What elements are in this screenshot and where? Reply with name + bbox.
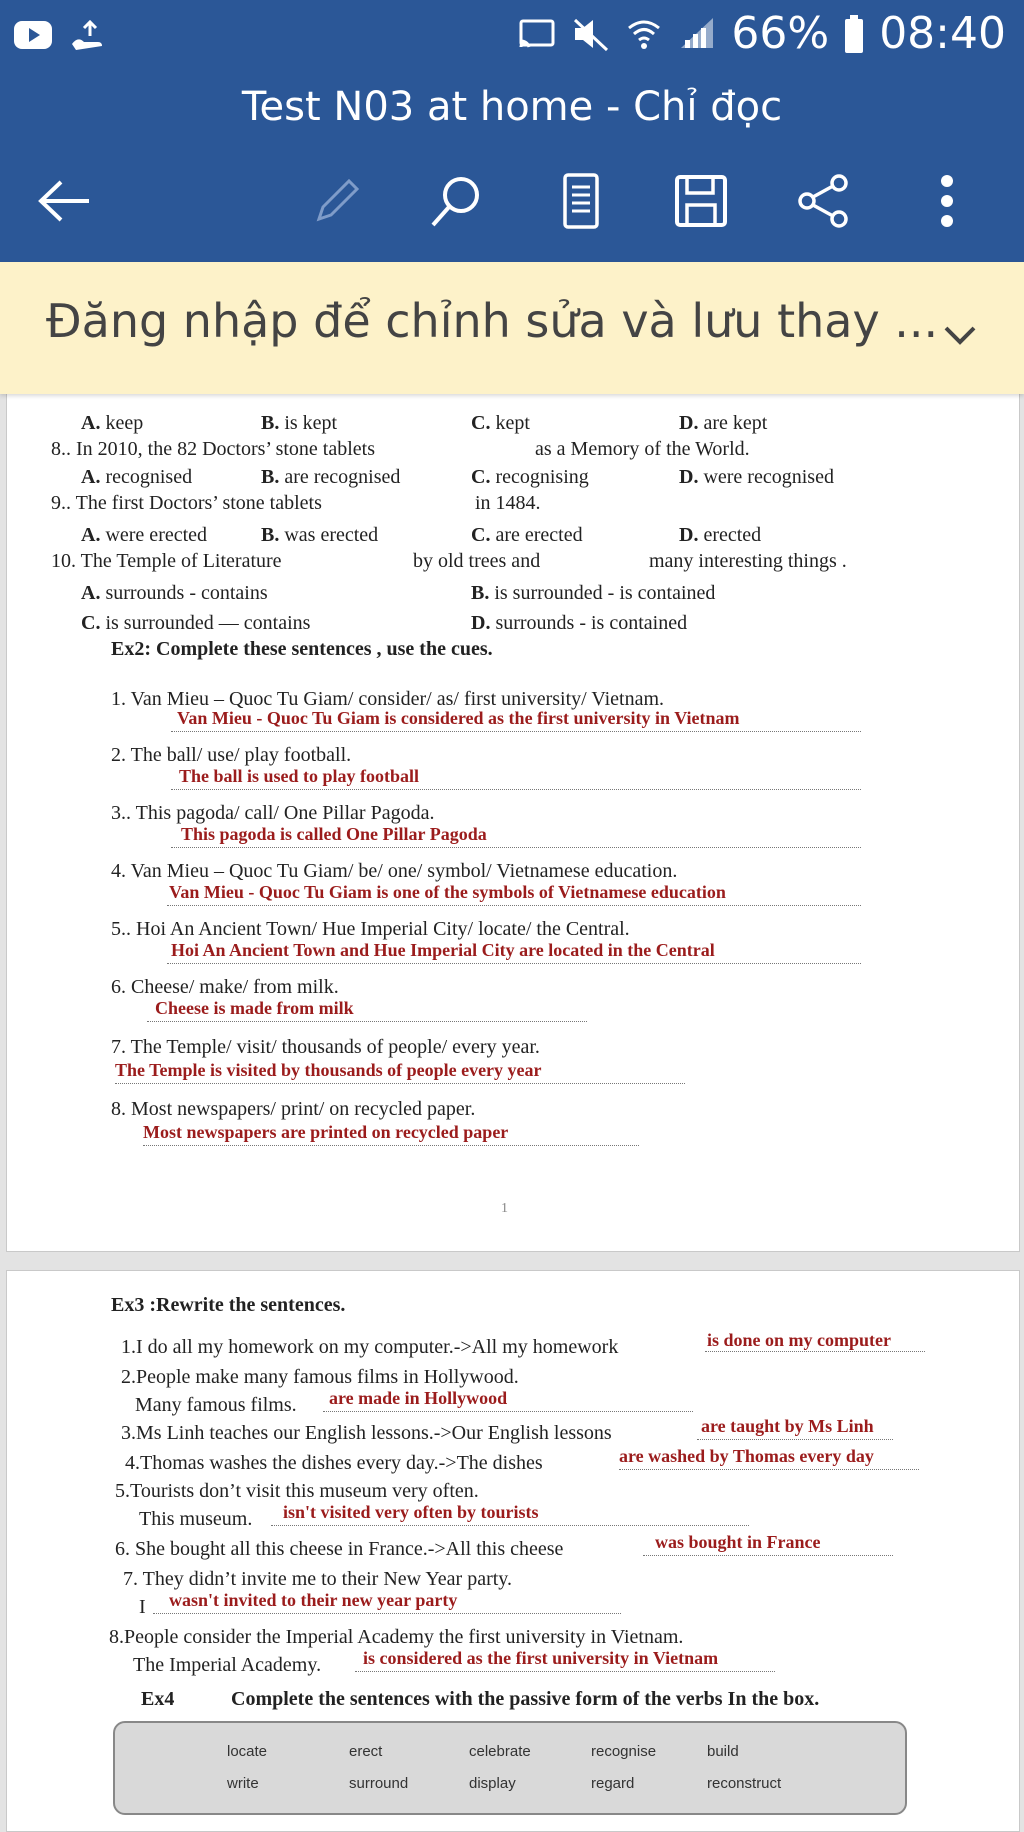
sign-in-banner[interactable] (0, 262, 1024, 394)
ex3-sentence-1: 1.I do all my homework on my computer.->All my homework (121, 1336, 619, 1358)
ex3-answer-2[interactable]: are made in Hollywood (329, 1388, 508, 1408)
ex3-sentence-4: 4.Thomas washes the dishes every day.->The dishes (125, 1452, 543, 1474)
q9-option-c[interactable]: C. are erected (471, 524, 583, 546)
ex2-cue-5: 5.. Hoi An Ancient Town/ Hue Imperial City/ locate/ the Central. (111, 918, 630, 940)
save-button[interactable] (668, 168, 734, 234)
banner-message: Đăng nhập để chỉnh sửa và lưu thay ... (46, 294, 939, 348)
verb-item: recognise (591, 1743, 657, 1760)
verb-item: surround (349, 1775, 409, 1792)
q10-option-a[interactable]: A. surrounds - contains (81, 582, 268, 604)
ex3-answer-5[interactable]: isn't visited very often by tourists (283, 1502, 539, 1522)
ex2-cue-1: 1. Van Mieu – Quoc Tu Giam/ consider/ as/ first university/ Vietnam. (111, 688, 665, 710)
more-options-button[interactable] (914, 168, 980, 234)
toolbar (0, 140, 1024, 262)
battery-percent: 66% (731, 8, 830, 59)
q7-option-a[interactable]: A. keep (81, 412, 144, 434)
verb-item: reconstruct (707, 1775, 782, 1792)
ex3-lead-5: This museum. (139, 1508, 253, 1530)
ex3-answer-8[interactable]: is considered as the first university in Vietnam (363, 1648, 719, 1668)
verb-item: display (469, 1775, 516, 1792)
answer-line (171, 731, 861, 732)
ex2-answer-2[interactable]: The ball is used to play football (179, 766, 420, 786)
answer-line (323, 1411, 693, 1412)
ex3-sentence-3: 3.Ms Linh teaches our English lessons.->Our English lessons (121, 1422, 612, 1444)
document-title: Test N03 at home - Chỉ đọc (0, 74, 1024, 140)
ex3-sentence-5: 5.Tourists don’t visit this museum very often. (115, 1480, 479, 1502)
ex4-label: Ex4 (141, 1688, 175, 1710)
verb-item: regard (591, 1775, 635, 1792)
q9-option-b[interactable]: B. was erected (261, 524, 379, 546)
ex3-sentence-6: 6. She bought all this cheese in France.->All this cheese (115, 1538, 564, 1560)
q10-option-c[interactable]: C. is surrounded — contains (81, 612, 311, 634)
mute-icon (571, 16, 611, 52)
ex3-sentence-2: 2.People make many famous films in Hollywood. (121, 1366, 519, 1388)
ex3-sentence-8: 8.People consider the Imperial Academy the first university in Vietnam. (109, 1626, 684, 1648)
back-button[interactable] (32, 168, 98, 234)
ex3-answer-3[interactable]: are taught by Ms Linh (701, 1416, 874, 1436)
wifi-icon (625, 16, 663, 52)
verb-item: locate (227, 1743, 268, 1760)
upload-notification-icon (68, 18, 106, 54)
q9-stem: 9.. The first Doctors’ stone tablets (51, 492, 322, 514)
phone-document-icon (559, 171, 603, 231)
share-button[interactable] (790, 168, 856, 234)
answer-line (355, 1671, 775, 1672)
q7-option-c[interactable]: C. kept (471, 412, 530, 434)
ex2-cue-4: 4. Van Mieu – Quoc Tu Giam/ be/ one/ symbol/ Vietnamese education. (111, 860, 678, 882)
expand-banner-button[interactable] (930, 304, 990, 364)
status-bar (0, 0, 1024, 74)
signal-icon (677, 16, 717, 52)
q10-option-b[interactable]: B. is surrounded - is contained (471, 582, 716, 604)
document-page-2 (6, 1270, 1020, 1832)
pencil-icon (309, 173, 365, 229)
share-icon (793, 171, 853, 231)
ex3-answer-4[interactable]: are washed by Thomas every day (619, 1446, 874, 1466)
verb-item: build (707, 1743, 739, 1760)
ex2-answer-7[interactable]: The Temple is visited by thousands of people every year (115, 1060, 542, 1080)
ex3-lead-8: The Imperial Academy. (133, 1654, 322, 1676)
answer-line (643, 1555, 893, 1556)
ex3-answer-7[interactable]: wasn't invited to their new year party (169, 1590, 458, 1610)
cast-icon (517, 17, 557, 51)
answer-line (171, 847, 861, 848)
clock: 08:40 (879, 8, 1006, 59)
ex3-lead-2: Many famous films. (135, 1394, 297, 1416)
q10-stem-end: many interesting things . (649, 550, 847, 572)
q8-stem: 8.. In 2010, the 82 Doctors’ stone tablets (51, 438, 376, 460)
ex2-answer-6[interactable]: Cheese is made from milk (155, 998, 354, 1018)
ex2-cue-7: 7. The Temple/ visit/ thousands of people/ every year. (111, 1036, 540, 1058)
ex2-cue-2: 2. The ball/ use/ play football. (111, 744, 352, 766)
document-page-1 (6, 380, 1020, 1252)
edit-button[interactable] (304, 168, 370, 234)
answer-line (619, 1469, 919, 1470)
q8-stem-end: as a Memory of the World. (535, 438, 750, 460)
q7-option-d[interactable]: D. are kept (679, 412, 768, 434)
ex2-title: Ex2: Complete these sentences , use the cues. (111, 638, 493, 660)
ex3-sentence-7: 7. They didn’t invite me to their New Year party. (123, 1568, 513, 1590)
reading-view-button[interactable] (548, 168, 614, 234)
q8-option-c[interactable]: C. recognising (471, 466, 589, 488)
answer-line (115, 1083, 685, 1084)
answer-line (171, 789, 861, 790)
ex3-answer-1[interactable]: is done on my computer (707, 1330, 891, 1350)
battery-icon (843, 14, 865, 54)
more-vertical-icon (937, 171, 957, 231)
verb-item: write (227, 1775, 259, 1792)
ex3-title: Ex3 :Rewrite the sentences. (111, 1294, 346, 1316)
verb-item: erect (349, 1743, 383, 1760)
ex2-answer-4[interactable]: Van Mieu - Quoc Tu Giam is one of the symbols of Vietnamese education (169, 882, 726, 902)
answer-line (271, 1525, 749, 1526)
ex2-answer-3[interactable]: This pagoda is called One Pillar Pagoda (181, 824, 487, 844)
page-number: 1 (501, 1201, 508, 1216)
ex2-answer-5[interactable]: Hoi An Ancient Town and Hue Imperial City are located in the Central (171, 940, 715, 960)
ex2-answer-1[interactable]: Van Mieu - Quoc Tu Giam is considered as the first university in Vietnam (177, 708, 740, 728)
q9-option-a[interactable]: A. were erected (81, 524, 208, 546)
answer-line (153, 1613, 621, 1614)
youtube-icon (12, 18, 54, 52)
ex3-lead-7: I (139, 1596, 146, 1618)
q9-option-d[interactable]: D. erected (679, 524, 762, 546)
ex3-answer-6[interactable]: was bought in France (655, 1532, 821, 1552)
back-arrow-icon (35, 176, 95, 226)
ex2-cue-3: 3.. This pagoda/ call/ One Pillar Pagoda. (111, 802, 435, 824)
answer-line (697, 1439, 893, 1440)
verb-item: celebrate (469, 1743, 531, 1760)
ex2-cue-8: 8. Most newspapers/ print/ on recycled paper. (111, 1098, 476, 1120)
search-icon (427, 171, 487, 231)
q8-option-b[interactable]: B. are recognised (261, 466, 401, 488)
search-button[interactable] (424, 168, 490, 234)
ex2-answer-8[interactable]: Most newspapers are printed on recycled paper (143, 1122, 509, 1142)
q10-stem: 10. The Temple of Literature (51, 550, 282, 572)
answer-line (167, 963, 861, 964)
q7-option-b[interactable]: B. is kept (261, 412, 338, 434)
answer-line (143, 1145, 639, 1146)
ex4-title: Complete the sentences with the passive form of the verbs In the box. (231, 1688, 820, 1710)
q10-stem-mid: by old trees and (413, 550, 541, 572)
q10-option-d[interactable]: D. surrounds - is contained (471, 612, 688, 634)
save-icon (671, 171, 731, 231)
q8-option-a[interactable]: A. recognised (81, 466, 193, 488)
verb-box (113, 1721, 907, 1815)
answer-line (705, 1351, 925, 1352)
q9-stem-end: in 1484. (475, 492, 541, 514)
chevron-down-icon (930, 304, 990, 364)
ex2-cue-6: 6. Cheese/ make/ from milk. (111, 976, 339, 998)
q8-option-d[interactable]: D. were recognised (679, 466, 834, 488)
answer-line (147, 1021, 587, 1022)
answer-line (167, 905, 861, 906)
